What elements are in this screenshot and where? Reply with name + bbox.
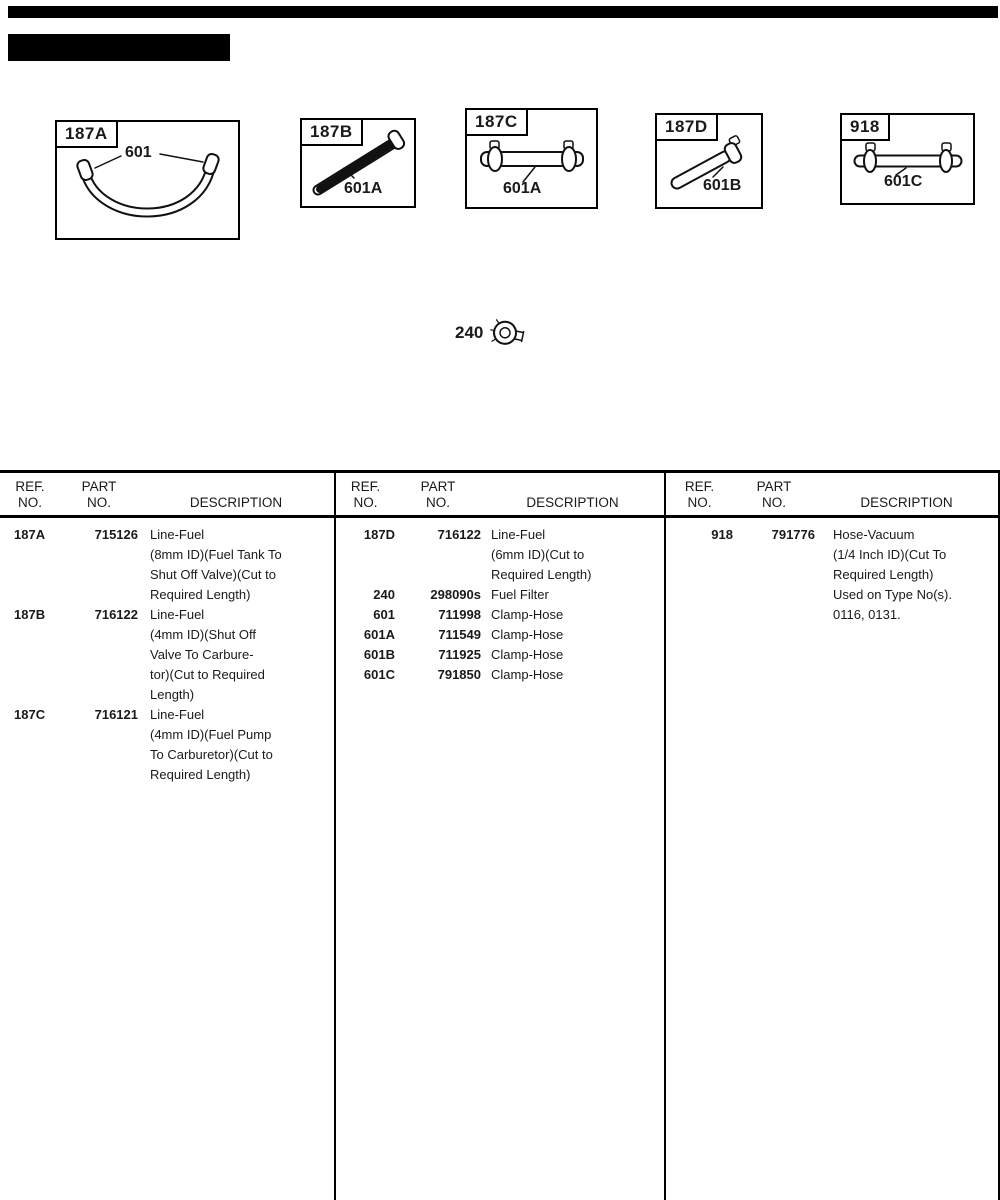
header-part-no [395,479,481,515]
table-row [0,525,334,605]
header-part-no [733,479,815,515]
description: Line-Fuel (8mm ID)(Fuel Tank To Shut Off Valve)(Cut to Required Length) [150,527,282,602]
ref-no: 187C [14,707,46,722]
header-part-line1: PART [81,479,117,494]
ref-no: 601 [373,607,395,622]
parts-table [0,470,1000,1200]
header-description: DESCRIPTION [189,495,283,510]
header-part-line1: PART [420,479,456,494]
part-callout: 601B [703,177,742,194]
header-ref-line2: NO. [687,495,712,510]
table-row [0,705,334,785]
ref-no: 240 [373,587,395,602]
part-no: 715126 [94,527,138,542]
description: Fuel Filter [491,587,549,602]
table-row [336,625,664,645]
header-ref-line1: REF. [684,479,715,494]
header-ref-no [336,479,395,515]
part-no: 711549 [438,627,481,642]
diagram-box-187a [55,120,240,240]
fuel-filter-callout [455,316,532,350]
table-row [336,605,664,625]
diagram-ref-label: 187D [655,113,718,141]
part-no: 711998 [438,607,481,622]
header-description: DESCRIPTION [526,495,619,510]
part-no: 791776 [771,527,815,542]
header-ref-line2: NO. [353,495,378,510]
ref-no: 601C [363,667,395,682]
header-part-line2: NO. [761,495,786,510]
ref-no: 187B [14,607,46,622]
scan-artifact-bar [8,6,998,18]
table-header [0,473,334,518]
description: Line-Fuel (4mm ID)(Shut Off Valve To Carbure- tor)(Cut to Required Length) [150,607,265,702]
header-part-no [60,479,138,515]
table-header [666,473,998,518]
part-no: 298090s [430,587,481,602]
header-description: DESCRIPTION [860,495,953,510]
description: Clamp-Hose [491,667,564,682]
description: Clamp-Hose [491,647,564,662]
part-callout: 240 [455,323,484,342]
part-callout: 601C [884,173,923,190]
table-row [666,525,998,625]
ref-no: 187D [363,527,395,542]
description: Hose-Vacuum (1/4 Inch ID)(Cut To Required Length) Used on Type No(s). 0116, 0131. [833,527,952,622]
fuel-filter-icon [490,316,532,350]
diagram-ref-label: 187B [300,118,363,146]
ref-no: 918 [711,527,733,542]
table-body [336,518,664,685]
header-ref-no [666,479,733,515]
header-part-line2: NO. [425,495,450,510]
description: Line-Fuel (4mm ID)(Fuel Pump To Carburetor)(Cut to Required Length) [150,707,273,782]
header-ref-no [0,479,60,515]
description: Clamp-Hose [491,627,564,642]
diagram-box-918 [840,113,975,205]
table-header [336,473,664,518]
part-callout: 601A [503,180,542,197]
table-row [336,645,664,665]
part-no: 791850 [437,667,481,682]
part-no: 711925 [438,647,481,662]
header-part-line1: PART [756,479,792,494]
header-ref-line1: REF. [15,479,45,494]
diagram-ref-label: 187C [465,108,528,136]
table-row [336,585,664,605]
description: Line-Fuel (6mm ID)(Cut to Required Length) [491,527,592,582]
part-callout: 601 [125,144,152,161]
diagram-box-187d [655,113,763,209]
part-no: 716122 [94,607,138,622]
scan-artifact-block [8,34,230,61]
part-no: 716121 [94,707,138,722]
parts-table-column-3 [664,473,998,1200]
ref-no: 187A [14,527,46,542]
header-part-line2: NO. [86,495,111,510]
table-row [336,665,664,685]
table-row [336,525,664,585]
ref-no: 601B [363,647,395,662]
parts-table-column-1 [0,473,334,1200]
header-ref-line1: REF. [350,479,381,494]
diagram-box-187b [300,118,416,208]
part-callout: 601A [344,180,383,197]
part-no: 716122 [437,527,481,542]
description: Clamp-Hose [491,607,564,622]
ref-no: 601A [363,627,395,642]
table-row [0,605,334,705]
diagram-ref-label: 187A [55,120,118,148]
table-body [0,518,334,785]
parts-table-column-2 [334,473,664,1200]
table-body [666,518,998,625]
diagram-box-187c [465,108,598,209]
diagram-ref-label: 918 [840,113,890,141]
header-ref-line2: NO. [17,495,42,510]
